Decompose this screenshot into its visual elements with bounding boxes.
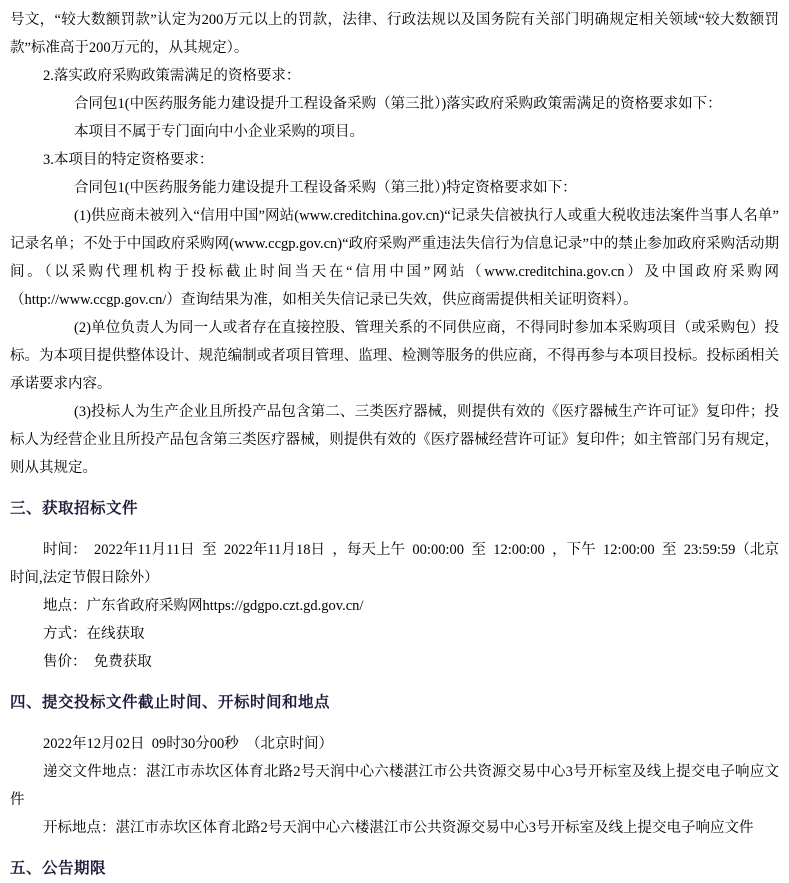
paragraph: 递交文件地点：湛江市赤坎区体育北路2号天润中心六楼湛江市公共资源交易中心3号开标室及线上提交电子响应文件 [10, 764, 779, 808]
paragraph: 地点：广东省政府采购网https://gdgpo.czt.gd.gov.cn/ [43, 598, 364, 614]
paragraph: (1)供应商未被列入“信用中国”网站(www.creditchina.gov.cn)“记录失信被执行人或重大税收违法案件当事人名单”记录名单；不处于中国政府采购网(www.ccgp.gov.cn)“政府采购严重违法失信行为信息记录”中的禁止参加政府采购活动期间。（以采购代理机构于投标截止时间当天在“信用中国”网站（www.creditchina.gov.cn）及中国政府采购网（http://www.ccgp.gov.cn/）查询结果为准，如相关失信记录已失效，供应商需提供相关证明资料）。 [10, 208, 779, 308]
section-heading: 五、公告期限 [10, 860, 107, 877]
paragraph: 号文，“较大数额罚款”认定为200万元以上的罚款，法律、行政法规以及国务院有关部门明确规定相关领域“较大数额罚款”标准高于200万元的，从其规定）。 [10, 12, 779, 56]
paragraph: 售价： 免费获取 [43, 654, 152, 670]
paragraph: 本项目不属于专门面向中小企业采购的项目。 [74, 124, 364, 140]
paragraph: 2022年12月02日 09时30分00秒 （北京时间） [43, 736, 333, 752]
paragraph: 合同包1(中医药服务能力建设提升工程设备采购（第三批）)落实政府采购政策需满足的资格要求如下： [74, 96, 722, 112]
section-heading: 四、提交投标文件截止时间、开标时间和地点 [10, 694, 331, 711]
paragraph: (3)投标人为生产企业且所投产品包含第二、三类医疗器械，则提供有效的《医疗器械生产许可证》复印件；投标人为经营企业且所投产品包含第三类医疗器械，则提供有效的《医疗器械经营许可证》复印件；如主管部门另有规定，则从其规定。 [10, 404, 779, 476]
paragraph: 方式：在线获取 [43, 626, 145, 642]
paragraph: 3.本项目的特定资格要求： [43, 152, 214, 168]
paragraph: 2.落实政府采购政策需满足的资格要求： [43, 68, 301, 84]
paragraph: (2)单位负责人为同一人或者存在直接控股、管理关系的不同供应商，不得同时参加本采购项目（或采购包）投标。为本项目提供整体设计、规范编制或者项目管理、监理、检测等服务的供应商，不得再参与本项目投标。投标函相关承诺要求内容。 [10, 320, 779, 392]
paragraph: 时间： 2022年11月11日 至 2022年11月18日 ，每天上午 00:00:00 至 12:00:00 ，下午 12:00:00 至 23:59:59（北京时间,法定节假日除外） [10, 542, 779, 586]
paragraph: 开标地点：湛江市赤坎区体育北路2号天润中心六楼湛江市公共资源交易中心3号开标室及线上提交电子响应文件 [43, 820, 754, 836]
section-heading: 三、获取招标文件 [10, 500, 139, 517]
paragraph: 合同包1(中医药服务能力建设提升工程设备采购（第三批）)特定资格要求如下： [74, 180, 577, 196]
